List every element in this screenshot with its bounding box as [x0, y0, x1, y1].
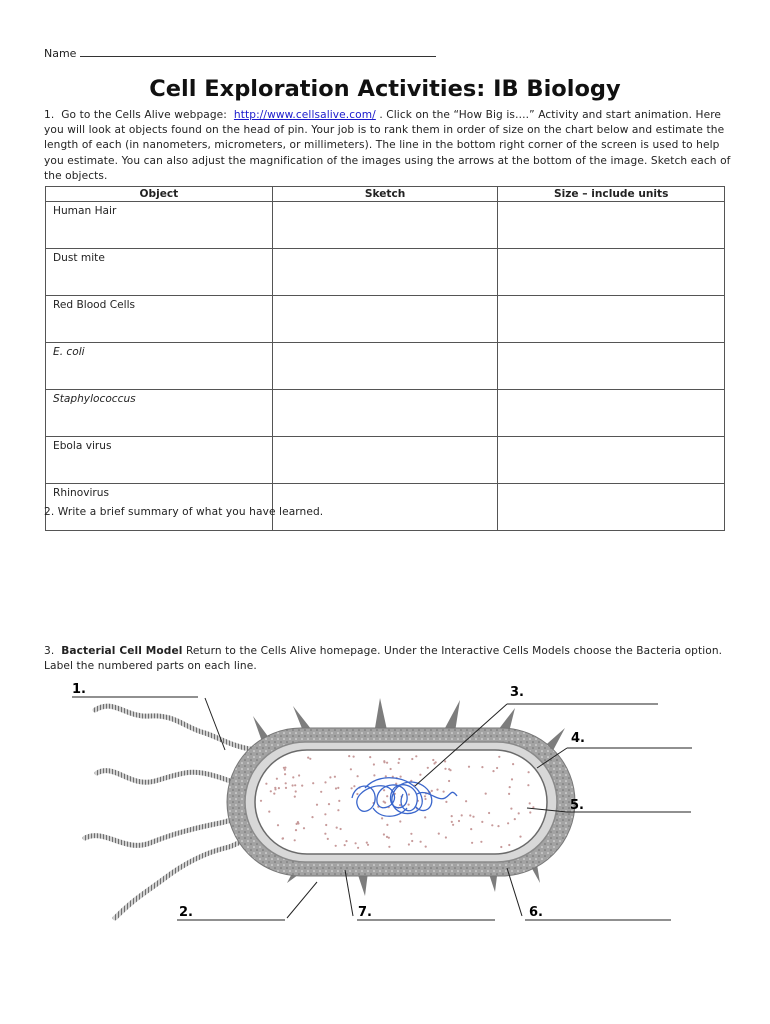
- ribosome-dot: [348, 755, 350, 757]
- size-cell[interactable]: [498, 202, 725, 249]
- q3-text: Return to the Cells Alive homepage. Under the Interactive Cells Models choose the Bacteria option. Label the numbered parts on each line.: [44, 645, 723, 673]
- size-cell[interactable]: [498, 343, 725, 390]
- ribosome-dot: [276, 778, 278, 780]
- ribosome-dot: [386, 836, 388, 838]
- question-2: 2. Write a brief summary of what you have learned.: [44, 506, 324, 518]
- ribosome-dot: [472, 816, 474, 818]
- ribosome-dot: [424, 798, 426, 800]
- flagellum: [95, 706, 255, 750]
- ribosome-dot: [385, 775, 387, 777]
- ribosome-dot: [340, 828, 342, 830]
- ribosome-dot: [373, 763, 375, 765]
- ribosome-dot: [297, 821, 299, 823]
- table-row: [46, 390, 725, 437]
- question-3: [44, 644, 734, 674]
- ribosome-dot: [273, 793, 275, 795]
- ribosome-dot: [452, 824, 454, 826]
- ribosome-dot: [458, 820, 460, 822]
- ribosome-dot: [497, 825, 499, 827]
- ribosome-dot: [307, 757, 309, 759]
- label-4: 4.: [571, 731, 585, 746]
- sketch-cell[interactable]: [272, 437, 498, 484]
- ribosome-dot: [433, 762, 435, 764]
- ribosome-dot: [296, 823, 298, 825]
- ribosome-dot: [408, 804, 410, 806]
- ribosome-dot: [465, 800, 467, 802]
- label-7: 7.: [358, 905, 372, 920]
- table-row: [46, 437, 725, 484]
- ribosome-dot: [507, 822, 509, 824]
- ribosome-dot: [427, 767, 429, 769]
- label-7-leader: [345, 870, 353, 916]
- ribosome-dot: [481, 766, 483, 768]
- ribosome-dot: [278, 787, 280, 789]
- ribosome-dot: [386, 824, 388, 826]
- ribosome-dot: [369, 756, 371, 758]
- ribosome-dot: [357, 775, 359, 777]
- ribosome-dot: [324, 813, 326, 815]
- ribosome-dot: [444, 760, 446, 762]
- ribosome-dot: [469, 814, 471, 816]
- object-cell: Dust mite: [46, 249, 273, 296]
- object-cell: Rhinovirus: [46, 484, 273, 531]
- ribosome-dot: [270, 790, 272, 792]
- ribosome-dot: [386, 762, 388, 764]
- ribosome-dot: [485, 793, 487, 795]
- name-field[interactable]: [80, 46, 436, 57]
- ribosome-dot: [481, 821, 483, 823]
- object-cell: Staphylococcus: [46, 390, 273, 437]
- ribosome-dot: [529, 802, 531, 804]
- ribosome-dot: [510, 808, 512, 810]
- ribosome-dot: [338, 800, 340, 802]
- ribosome-dot: [335, 787, 337, 789]
- object-cell: Ebola virus: [46, 437, 273, 484]
- label-6: 6.: [529, 905, 543, 920]
- ribosome-dot: [350, 768, 352, 770]
- page-title: Cell Exploration Activities: IB Biology: [149, 76, 621, 102]
- ribosome-dot: [295, 829, 297, 831]
- object-cell: E. coli: [46, 343, 273, 390]
- ribosome-dot: [292, 776, 294, 778]
- ribosome-dot: [367, 844, 369, 846]
- ribosome-dot: [432, 759, 434, 761]
- ribosome-dot: [415, 755, 417, 757]
- ribosome-dot: [399, 820, 401, 822]
- ribosome-dot: [445, 801, 447, 803]
- ribosome-dot: [492, 770, 494, 772]
- ribosome-dot: [355, 842, 357, 844]
- ribosome-dot: [268, 811, 270, 813]
- label-1: 1.: [72, 682, 86, 697]
- sketch-cell[interactable]: [272, 390, 498, 437]
- ribosome-dot: [448, 780, 450, 782]
- ribosome-dot: [468, 766, 470, 768]
- sketch-cell[interactable]: [272, 343, 498, 390]
- ribosome-dot: [451, 815, 453, 817]
- ribosome-dot: [283, 767, 285, 769]
- size-cell[interactable]: [498, 390, 725, 437]
- size-cell[interactable]: [498, 296, 725, 343]
- ribosome-dot: [312, 782, 314, 784]
- ribosome-dot: [303, 827, 305, 829]
- ribosome-dot: [351, 787, 353, 789]
- ribosome-dot: [285, 787, 287, 789]
- ribosome-dot: [274, 787, 276, 789]
- ribosome-dot: [496, 767, 498, 769]
- table-row: [46, 202, 725, 249]
- ribosome-dot: [381, 817, 383, 819]
- ribosome-dot: [284, 773, 286, 775]
- ribosome-dot: [383, 789, 385, 791]
- ribosome-dot: [373, 774, 375, 776]
- ribosome-dot: [337, 787, 339, 789]
- object-cell: Human Hair: [46, 202, 273, 249]
- ribosome-dot: [292, 784, 294, 786]
- question-1: [44, 108, 734, 184]
- ribosome-dot: [282, 838, 284, 840]
- ribosome-dot: [444, 768, 446, 770]
- ribosome-dot: [509, 786, 511, 788]
- ribosome-dot: [284, 769, 286, 771]
- ribosome-dot: [324, 781, 326, 783]
- ribosome-dot: [383, 761, 385, 763]
- ribosome-dot: [398, 758, 400, 760]
- ribosome-dot: [386, 795, 388, 797]
- ribosome-dot: [528, 771, 530, 773]
- ribosome-dot: [518, 812, 520, 814]
- ribosome-dot: [436, 789, 438, 791]
- ribosome-dot: [408, 793, 410, 795]
- table-header-row: [46, 187, 725, 202]
- ribosome-dot: [508, 844, 510, 846]
- ribosome-dot: [508, 793, 510, 795]
- ribosome-dot: [424, 795, 426, 797]
- q3-number: 3.: [44, 645, 55, 657]
- ribosome-dot: [438, 833, 440, 835]
- ribosome-dot: [451, 821, 453, 823]
- ribosome-dot: [301, 785, 303, 787]
- table-row: [46, 343, 725, 390]
- ribosome-dot: [327, 838, 329, 840]
- q1-text-before-link: Go to the Cells Alive webpage:: [61, 109, 227, 121]
- ribosome-dot: [445, 836, 447, 838]
- ribosome-dot: [353, 785, 355, 787]
- flagellum: [85, 814, 247, 845]
- ribosome-dot: [344, 844, 346, 846]
- ribosome-dot: [400, 776, 402, 778]
- ribosome-dot: [471, 842, 473, 844]
- label-3: 3.: [510, 685, 524, 700]
- ribosome-dot: [336, 827, 338, 829]
- ribosome-dot: [383, 833, 385, 835]
- cellsalive-link[interactable]: http://www.cellsalive.com/: [233, 109, 376, 121]
- ribosome-dot: [285, 782, 287, 784]
- ribosome-dot: [324, 833, 326, 835]
- ribosome-dot: [298, 774, 300, 776]
- ribosome-dot: [443, 791, 445, 793]
- column-header-sketch: Sketch: [272, 187, 498, 202]
- ribosome-dot: [337, 809, 339, 811]
- ribosome-dot: [295, 790, 297, 792]
- column-header-object: Object: [46, 187, 273, 202]
- bacterial-cell-diagram: [55, 678, 715, 928]
- ribosome-dot: [388, 846, 390, 848]
- ribosome-dot: [325, 824, 327, 826]
- sketch-cell[interactable]: [272, 249, 498, 296]
- sketch-cell[interactable]: [272, 296, 498, 343]
- q1-number: 1.: [44, 109, 55, 121]
- ribosome-dot: [449, 769, 451, 771]
- ribosome-dot: [260, 800, 262, 802]
- ribosome-dot: [411, 758, 413, 760]
- label-5: 5.: [570, 798, 584, 813]
- q3-bold-label: Bacterial Cell Model: [61, 645, 183, 657]
- ribosome-dot: [512, 763, 514, 765]
- ribosome-dot: [311, 816, 313, 818]
- ribosome-dot: [527, 784, 529, 786]
- ribosome-dot: [294, 839, 296, 841]
- q1-text-after-link: . Click on the “How Big is….” Activity and start animation. Here you will look at objects found on the head of pin. Your job is to rank them in order of size on the chart below and estimate the length of each (in nanometers, micrometers, or millimeters). The line in the bottom right corner of the screen is used to help you estimate. You can also adjust the magnification of the images using the arrows at the bottom of the image. Sketch each of the objects.: [44, 109, 731, 182]
- ribosome-dot: [431, 790, 433, 792]
- label-1-leader: [205, 698, 225, 750]
- ribosome-dot: [420, 841, 422, 843]
- ribosome-dot: [328, 803, 330, 805]
- ribosome-dot: [514, 818, 516, 820]
- object-cell: Red Blood Cells: [46, 296, 273, 343]
- ribosome-dot: [519, 836, 521, 838]
- ribosome-dot: [491, 824, 493, 826]
- ribosome-dot: [425, 846, 427, 848]
- sketch-cell[interactable]: [272, 202, 498, 249]
- ribosome-dot: [424, 816, 426, 818]
- ribosome-dot: [470, 828, 472, 830]
- ribosome-dot: [357, 847, 359, 849]
- ribosome-dot: [316, 804, 318, 806]
- ribosome-dot: [511, 778, 513, 780]
- size-cell[interactable]: [498, 437, 725, 484]
- label-2: 2.: [179, 905, 193, 920]
- ribosome-dot: [461, 814, 463, 816]
- label-2-leader: [287, 882, 317, 918]
- ribosome-dot: [366, 842, 368, 844]
- name-label: Name: [44, 47, 77, 60]
- ribosome-dot: [419, 774, 421, 776]
- ribosome-dot: [498, 756, 500, 758]
- table-row: [46, 296, 725, 343]
- ribosome-dot: [390, 768, 392, 770]
- ribosome-dot: [309, 758, 311, 760]
- ribosome-dot: [329, 776, 331, 778]
- size-chart-table: [45, 186, 725, 531]
- table-row: [46, 249, 725, 296]
- ribosome-dot: [488, 812, 490, 814]
- ribosome-dot: [334, 776, 336, 778]
- ribosome-dot: [408, 843, 410, 845]
- ribosome-dot: [383, 801, 385, 803]
- ribosome-dot: [398, 762, 400, 764]
- ribosome-dot: [294, 796, 296, 798]
- ribosome-dot: [356, 793, 358, 795]
- ribosome-dot: [345, 840, 347, 842]
- ribosome-dot: [410, 833, 412, 835]
- ribosome-dot: [480, 841, 482, 843]
- ribosome-dot: [411, 840, 413, 842]
- pilus: [375, 698, 387, 730]
- ribosome-dot: [294, 784, 296, 786]
- name-line: [44, 46, 436, 60]
- ribosome-dot: [320, 791, 322, 793]
- ribosome-dot: [353, 756, 355, 758]
- flagellum: [97, 771, 250, 788]
- ribosome-dot: [265, 783, 267, 785]
- column-header-size: Size – include units: [498, 187, 725, 202]
- ribosome-dot: [500, 846, 502, 848]
- size-cell[interactable]: [498, 249, 725, 296]
- ribosome-dot: [277, 824, 279, 826]
- ribosome-dot: [335, 845, 337, 847]
- pilus: [445, 700, 460, 732]
- ribosome-dot: [529, 811, 531, 813]
